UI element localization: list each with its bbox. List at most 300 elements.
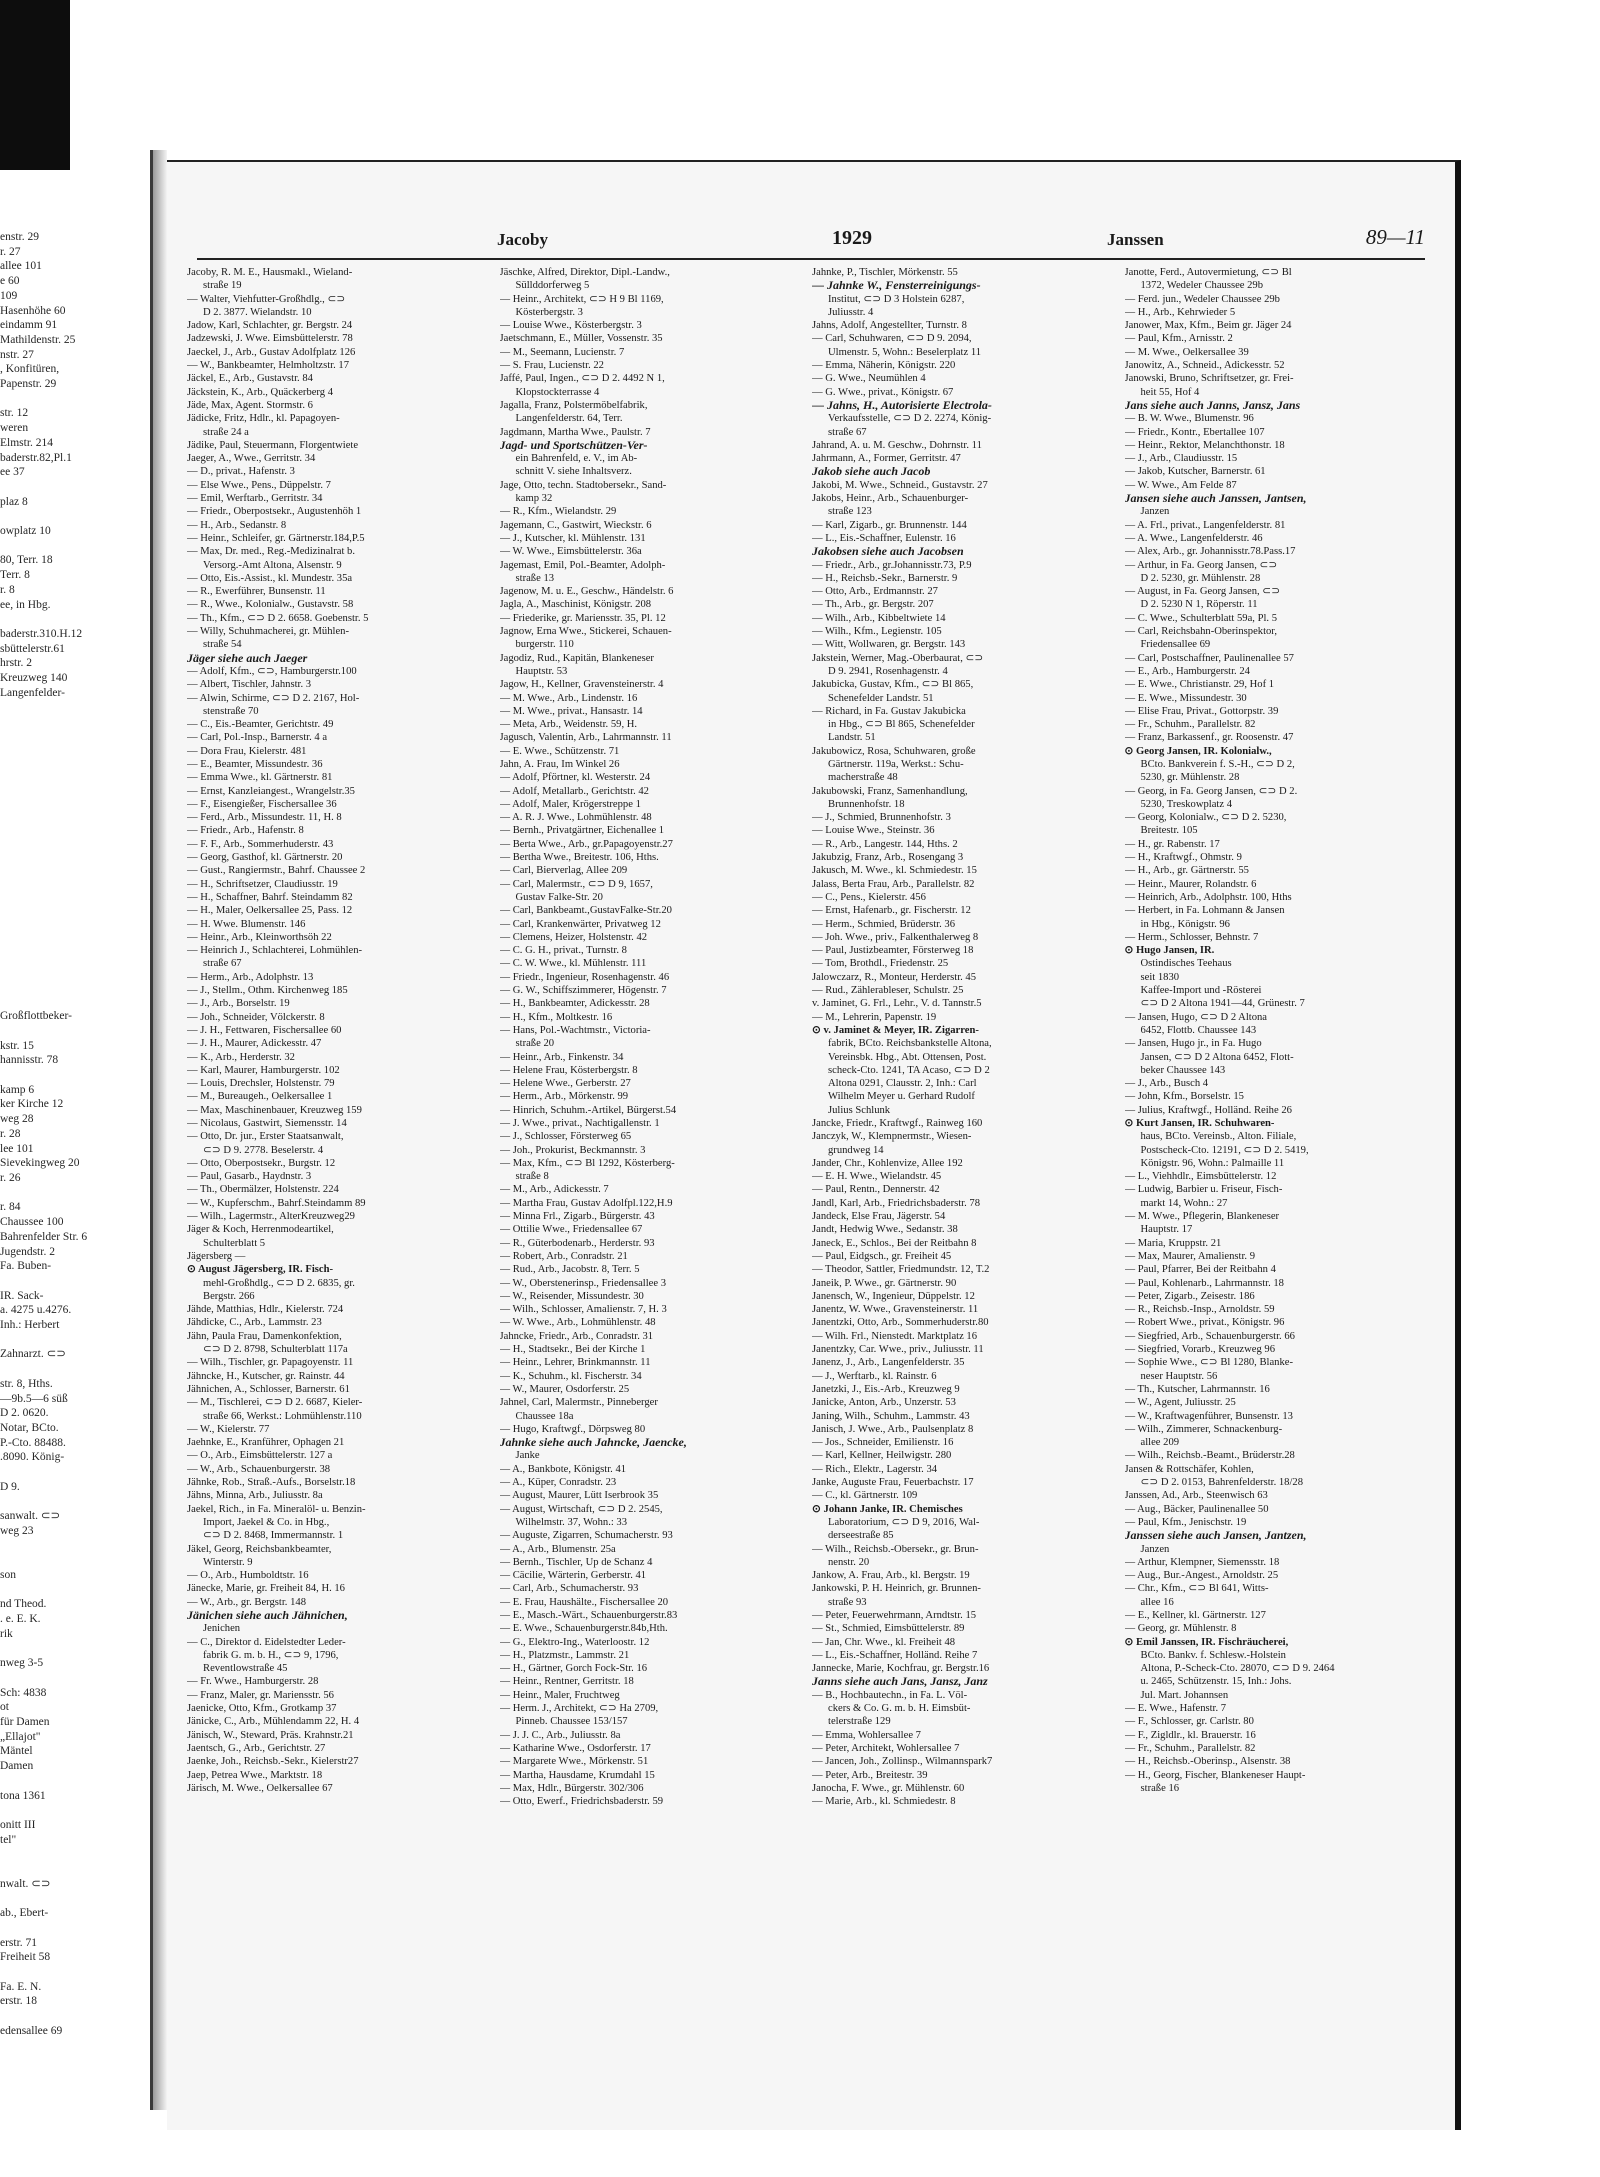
directory-line: — Rud., Zählerableser, Schulstr. 25 bbox=[812, 985, 964, 997]
directory-line: — M., Bureaugeh., Oelkersallee 1 bbox=[187, 1091, 333, 1103]
directory-line: in Hbg., ⊂⊃ Bl 865, Schenefelder bbox=[828, 719, 975, 731]
fragment-line: Sievekingweg 20 bbox=[0, 1157, 80, 1170]
directory-line: Jagemast, Emil, Pol.-Beamter, Adolph- bbox=[499, 559, 666, 571]
directory-line: 5230, gr. Mühlenstr. 28 bbox=[1140, 772, 1240, 784]
directory-line: Jalass, Berta Frau, Arb., Parallelstr. 82 bbox=[812, 878, 975, 890]
directory-line: — Cäcilie, Wärterin, Gerberstr. 41 bbox=[499, 1570, 647, 1582]
fragment-line: 80, Terr. 18 bbox=[0, 554, 53, 567]
directory-line: — R., Wwe., Kolonialw., Gustavstr. 58 bbox=[187, 599, 354, 611]
directory-line: Janowitz, A., Schneid., Adickesstr. 52 bbox=[1124, 360, 1285, 372]
directory-line: — Paul, Pfarrer, Bei der Reitbahn 4 bbox=[1124, 1264, 1276, 1276]
directory-line: seit 1830 bbox=[1140, 971, 1180, 983]
directory-line: Jandt, Hedwig Wwe., Sedanstr. 38 bbox=[812, 1224, 958, 1236]
directory-line: Janeik, P. Wwe., gr. Gärtnerstr. 90 bbox=[812, 1277, 957, 1289]
fragment-line bbox=[0, 1862, 150, 1877]
directory-line: Jankow, A. Frau, Arb., kl. Bergstr. 19 bbox=[812, 1570, 970, 1582]
directory-line: — J. Wwe., privat., Nachtigallenstr. 1 bbox=[499, 1118, 660, 1129]
directory-line: Jadzewski, J. Wwe. Eimsbüttelerstr. 78 bbox=[187, 333, 353, 345]
directory-line: — Louise Wwe., Steinstr. 36 bbox=[812, 825, 935, 837]
fragment-line: hrstr. 2 bbox=[0, 657, 32, 670]
directory-line: — Wilh., Reichsb.-Obersekr., gr. Brun- bbox=[812, 1543, 979, 1555]
directory-line: — M. Wwe., privat., Hansastr. 14 bbox=[499, 705, 643, 717]
directory-line: — Emma Wwe., kl. Gärtnerstr. 81 bbox=[187, 772, 333, 784]
directory-line: — Adolf, Pförtner, kl. Westerstr. 24 bbox=[499, 772, 651, 784]
fragment-line bbox=[0, 848, 150, 863]
directory-line: Jähn, Paula Frau, Damenkonfektion, bbox=[187, 1330, 342, 1342]
directory-line: — Wilh., Zimmerer, Schnackenburg- bbox=[1124, 1423, 1283, 1435]
directory-line: — H., Stadtsekr., Bei der Kirche 1 bbox=[499, 1344, 646, 1356]
fragment-line: Freiheit 58 bbox=[0, 1951, 51, 1964]
directory-line: — Georg, gr. Mühlenstr. 8 bbox=[1124, 1623, 1237, 1635]
directory-line: — Carl, Bankbeamt.,GustavFalke-Str.20 bbox=[499, 905, 672, 917]
directory-line: — Wilh. Frl., Nienstedt. Marktplatz 16 bbox=[812, 1330, 978, 1342]
directory-line: Janns siehe auch Jans, Jansz, Janz bbox=[812, 1675, 988, 1689]
fragment-line: baderstr.310.H.12 bbox=[0, 627, 83, 640]
directory-line: — Heinr., Arb., Finkenstr. 34 bbox=[499, 1051, 624, 1063]
directory-line: mehl-Großhdlg., ⊂⊃ D 2. 6835, gr. bbox=[203, 1277, 355, 1289]
directory-line: Janssen, Ad., Arb., Steenwisch 63 bbox=[1124, 1490, 1268, 1502]
directory-line: — Fr. Wwe., Hamburgerstr. 28 bbox=[187, 1676, 319, 1688]
directory-line: Jancke, Friedr., Kraftwgf., Rainweg 160 bbox=[812, 1118, 983, 1129]
directory-line: Jagodiz, Rud., Kapitän, Blankeneser bbox=[499, 652, 654, 664]
directory-line: Jagla, A., Maschinist, Königstr. 208 bbox=[499, 599, 652, 611]
directory-line: — Herm., Arb., Adolphstr. 13 bbox=[187, 971, 314, 983]
fragment-line: erstr. 71 bbox=[0, 1936, 38, 1949]
directory-line: — Wilh., Lagermstr., AlterKreuzweg29 bbox=[187, 1211, 355, 1223]
fragment-line bbox=[0, 1642, 150, 1657]
fragment-line: Sch: 4838 bbox=[0, 1686, 47, 1699]
fragment-line bbox=[0, 995, 150, 1010]
fragment-line bbox=[0, 1774, 150, 1789]
fragment-line: 109 bbox=[0, 289, 18, 302]
directory-line: — G. Wwe., Neumühlen 4 bbox=[812, 373, 926, 385]
fragment-line bbox=[0, 980, 150, 995]
directory-line: Janenz, J., Arb., Langenfelderstr. 35 bbox=[812, 1357, 965, 1369]
directory-line: — C. G. H., privat., Turnstr. 8 bbox=[499, 945, 627, 957]
directory-line: Jahnke, P., Tischler, Mörkenstr. 55 bbox=[812, 267, 958, 278]
directory-line: Jänecke, Marie, gr. Freiheit 84, H. 16 bbox=[187, 1583, 345, 1595]
directory-line: scheck-Cto. 1241, TA Acaso, ⊂⊃ D 2 bbox=[828, 1064, 990, 1076]
directory-line: Julius Schlunk bbox=[828, 1104, 891, 1116]
directory-line: — Wilh., Schlosser, Amalienstr. 7, H. 3 bbox=[499, 1304, 667, 1316]
column-4 bbox=[1125, 266, 1426, 2110]
directory-line: macherstraße 48 bbox=[828, 772, 898, 784]
directory-line: — W., Agent, Juliusstr. 25 bbox=[1124, 1397, 1236, 1409]
directory-line: Kaffee-Import und -Rösterei bbox=[1140, 985, 1262, 997]
directory-line: — W. Wwe., Arb., Lohmühlenstr. 48 bbox=[499, 1317, 656, 1329]
directory-line: — Emma, Wohlersallee 7 bbox=[812, 1729, 921, 1741]
directory-line: Jagusch, Valentin, Arb., Lahrmannstr. 11 bbox=[499, 732, 672, 744]
fragment-line: son bbox=[0, 1568, 16, 1581]
directory-line: Janeck, E., Schlos., Bei der Reitbahn 8 bbox=[812, 1237, 977, 1249]
directory-line: 6452, Flottb. Chaussee 143 bbox=[1140, 1024, 1257, 1036]
directory-line: — C., Pens., Kielerstr. 456 bbox=[812, 891, 926, 903]
directory-line: — E. Wwe., Schützenstr. 71 bbox=[499, 745, 620, 757]
directory-line: — Jakob, Kutscher, Barnerstr. 61 bbox=[1124, 466, 1266, 478]
directory-line: — Carl, Arb., Schumacherstr. 93 bbox=[499, 1583, 639, 1595]
fragment-line: für Damen bbox=[0, 1716, 50, 1729]
directory-line: Jans siehe auch Janns, Jansz, Jans bbox=[1124, 398, 1301, 412]
directory-line: — Else Wwe., Pens., Düppelstr. 7 bbox=[187, 479, 331, 491]
directory-line: — Friedr., Kontr., Ebertallee 107 bbox=[1124, 426, 1265, 438]
directory-line: — H., Platzmstr., Lammstr. 21 bbox=[499, 1649, 630, 1661]
fragment-line bbox=[0, 818, 150, 833]
directory-line: — C. W. Wwe., kl. Mühlenstr. 111 bbox=[499, 958, 647, 970]
directory-line: Janisch, J. Wwe., Arb., Paulsenplatz 8 bbox=[812, 1423, 974, 1435]
directory-line: — Peter, Arb., Breitestr. 39 bbox=[812, 1769, 928, 1781]
directory-line: — Max, Hdlr., Bürgerstr. 302/306 bbox=[499, 1782, 644, 1794]
directory-line: ⊙ v. Jaminet & Meyer, IR. Zigarren- bbox=[812, 1024, 979, 1036]
directory-line: Jaentsch, G., Arb., Gerichtstr. 27 bbox=[187, 1742, 326, 1754]
directory-line: Jäckel, E., Arb., Gustavstr. 84 bbox=[187, 373, 313, 385]
directory-line: — F., Eisengießer, Fischersallee 36 bbox=[187, 798, 337, 810]
fragment-line bbox=[0, 965, 150, 980]
directory-line: Jakobs, Heinr., Arb., Schauenburger- bbox=[812, 493, 969, 505]
directory-line: — W., Bankbeamter, Helmholtzstr. 17 bbox=[187, 360, 349, 372]
directory-line: Jakobsen siehe auch Jacobsen bbox=[812, 545, 964, 559]
directory-line: Klopstockterrasse 4 bbox=[515, 386, 600, 398]
directory-line: — Friederike, gr. Mariensstr. 35, Pl. 12 bbox=[499, 612, 666, 624]
fragment-line: erstr. 18 bbox=[0, 1995, 38, 2008]
directory-line: — H., Gärtner, Gorch Fock-Str. 16 bbox=[499, 1663, 648, 1675]
column-1 bbox=[187, 266, 488, 2110]
directory-line: — L., Viehhdlr., Eimsbüttelerstr. 12 bbox=[1124, 1171, 1277, 1183]
directory-line: — Wilh., Tischler, gr. Papagoyenstr. 11 bbox=[187, 1357, 354, 1369]
fragment-line: ot bbox=[0, 1701, 9, 1714]
fragment-line: kamp 6 bbox=[0, 1083, 35, 1096]
directory-line: — Willy, Schuhmacherei, gr. Mühlen- bbox=[187, 626, 349, 638]
directory-line: stenstraße 70 bbox=[203, 705, 259, 717]
directory-line: — B. W. Wwe., Blumenstr. 96 bbox=[1124, 413, 1254, 425]
directory-line: — Joh., Prokurist, Beckmannstr. 3 bbox=[499, 1144, 646, 1156]
fragment-line: „Ellajot" bbox=[0, 1730, 41, 1743]
fragment-line bbox=[0, 803, 150, 818]
directory-line: — C., Eis.-Beamter, Gerichtstr. 49 bbox=[187, 719, 334, 731]
fragment-line bbox=[0, 1583, 150, 1598]
fragment-line: IR. Sack- bbox=[0, 1289, 44, 1302]
directory-line: — H., Kraftwgf., Ohmstr. 9 bbox=[1124, 852, 1242, 864]
fragment-line: ab., Ebert- bbox=[0, 1907, 49, 1920]
fragment-line bbox=[0, 1494, 150, 1509]
directory-line: Jakob siehe auch Jacob bbox=[812, 465, 931, 479]
facing-page-fragment bbox=[0, 230, 150, 2150]
directory-line: — Georg, in Fa. Georg Jansen, ⊂⊃ D 2. bbox=[1124, 785, 1298, 797]
directory-line: — E. Wwe., Schauenburgerstr.84b,Hth. bbox=[499, 1623, 668, 1635]
directory-line: — R., Ewerführer, Bunsenstr. 11 bbox=[187, 586, 326, 598]
directory-line: straße 8 bbox=[515, 1171, 549, 1183]
fragment-line bbox=[0, 1186, 150, 1201]
directory-line: allee 16 bbox=[1140, 1596, 1174, 1608]
directory-line: Jadow, Karl, Schlachter, gr. Bergstr. 24 bbox=[187, 320, 353, 332]
fragment-line: edensallee 69 bbox=[0, 2024, 63, 2037]
directory-line: Janing, Wilh., Schuhm., Lammstr. 43 bbox=[812, 1410, 970, 1422]
header-last-entry: Janssen bbox=[1107, 230, 1164, 249]
fragment-line: e 60 bbox=[0, 275, 20, 288]
fragment-line bbox=[0, 1539, 150, 1554]
directory-line: — Louis, Drechsler, Holstenstr. 79 bbox=[187, 1078, 335, 1090]
directory-line: — G. Wwe., privat., Königstr. 67 bbox=[812, 386, 954, 398]
directory-line: — L., Eis.-Schaffner, Eulenstr. 16 bbox=[812, 532, 956, 544]
fragment-line: Großflottbeker- bbox=[0, 1010, 72, 1023]
directory-line: ckers & Co. G. m. b. H. Eimsbüt- bbox=[828, 1703, 971, 1715]
fragment-line: Terr. 8 bbox=[0, 569, 30, 582]
directory-line: Jähns, Minna, Arb., Juliusstr. 8a bbox=[187, 1490, 323, 1502]
directory-line: — Jansen, Hugo jr., in Fa. Hugo bbox=[1124, 1038, 1262, 1050]
fragment-line: r. 27 bbox=[0, 245, 21, 258]
directory-line: Jakobi, M. Wwe., Schneid., Gustavstr. 27 bbox=[812, 479, 988, 491]
directory-line: — H., Schaffner, Bahrf. Steindamm 82 bbox=[187, 891, 353, 903]
directory-line: — J., Arb., Claudiusstr. 15 bbox=[1124, 453, 1238, 465]
directory-line: — H., gr. Rabenstr. 17 bbox=[1124, 838, 1220, 850]
directory-line: — Witt, Wollwaren, gr. Bergstr. 143 bbox=[812, 639, 966, 651]
fragment-line bbox=[0, 1024, 150, 1039]
column-3 bbox=[812, 266, 1113, 2110]
directory-line: — Herm. J., Architekt, ⊂⊃ Ha 2709, bbox=[499, 1703, 659, 1715]
header-year: 1929 bbox=[832, 227, 872, 249]
directory-line: — Heinr., Maler, Fruchtweg bbox=[499, 1689, 620, 1701]
directory-page bbox=[167, 160, 1461, 2130]
directory-line: straße 67 bbox=[828, 426, 867, 438]
directory-line: D 9. 2941, Rosenhagenstr. 4 bbox=[828, 665, 948, 677]
directory-line: — Hinrich, Schuhm.-Artikel, Bürgerst.54 bbox=[499, 1104, 677, 1116]
fragment-line: Fa. Buben- bbox=[0, 1260, 52, 1273]
directory-line: — O., Arb., Humboldtstr. 16 bbox=[187, 1570, 309, 1582]
directory-line: — Arthur, Klempner, Siemensstr. 18 bbox=[1124, 1556, 1280, 1568]
directory-line: — Marie, Arb., kl. Schmiedestr. 8 bbox=[812, 1796, 956, 1808]
directory-line: — Berta Wwe., Arb., gr.Papagoyenstr.27 bbox=[499, 838, 673, 850]
directory-line: Järisch, M. Wwe., Oelkersallee 67 bbox=[187, 1782, 333, 1794]
fragment-line: enstr. 29 bbox=[0, 231, 39, 243]
directory-line: Jaenke, Joh., Reichsb.-Sekr., Kielerstr27 bbox=[187, 1756, 359, 1768]
directory-line: — Siegfried, Vorarb., Kreuzweg 96 bbox=[1124, 1344, 1276, 1356]
fragment-line bbox=[0, 1891, 150, 1906]
directory-line: Jänicke, C., Arb., Mühlendamm 22, H. 4 bbox=[187, 1716, 360, 1728]
fragment-line: owplatz 10 bbox=[0, 525, 51, 538]
directory-line: — W., Reisender, Missundestr. 30 bbox=[499, 1290, 644, 1302]
column-2 bbox=[500, 266, 801, 2110]
directory-line: — Jahns, H., Autorisierte Electrola- bbox=[812, 398, 992, 412]
directory-line: — Carl, Krankenwärter, Privatweg 12 bbox=[499, 918, 661, 930]
fragment-line: Zahnarzt. ⊂⊃ bbox=[0, 1348, 66, 1361]
directory-line: — F. F., Arb., Sommerhuderstr. 43 bbox=[187, 838, 334, 850]
directory-line: — W., Arb., Schauenburgerstr. 38 bbox=[187, 1463, 331, 1475]
directory-line: — J. H., Maurer, Adickesstr. 47 bbox=[187, 1038, 322, 1050]
directory-line: — Paul, Gasarb., Haydnstr. 3 bbox=[187, 1171, 312, 1183]
directory-line: — J., Arb., Busch 4 bbox=[1124, 1078, 1209, 1090]
directory-line: — H., Bankbeamter, Adickesstr. 28 bbox=[499, 998, 650, 1010]
directory-line: — Friedr., Ingenieur, Rosenhagenstr. 46 bbox=[499, 971, 670, 983]
fragment-line: r. 84 bbox=[0, 1201, 21, 1214]
directory-line: — H. Wwe. Blumenstr. 146 bbox=[187, 918, 306, 930]
directory-line: — Heinr., Maurer, Rolandstr. 6 bbox=[1124, 878, 1257, 890]
directory-line: Jaeckel, J., Arb., Gustav Adolfplatz 126 bbox=[187, 346, 356, 358]
directory-line: — Herm., Schlosser, Behnstr. 7 bbox=[1124, 931, 1259, 943]
directory-line: — Carl, Reichsbahn-Oberinspektor, bbox=[1124, 626, 1278, 638]
directory-line: — Paul, Kfm., Jenischstr. 19 bbox=[1124, 1516, 1247, 1528]
fragment-line: onitt III bbox=[0, 1818, 36, 1831]
directory-line: straße 67 bbox=[203, 958, 242, 970]
directory-line: — Julius, Kraftwgf., Holländ. Reihe 26 bbox=[1124, 1104, 1292, 1116]
directory-line: Jaeger, A., Wwe., Gerritstr. 34 bbox=[187, 453, 316, 465]
directory-line: — Karl, Maurer, Hamburgerstr. 102 bbox=[187, 1064, 340, 1076]
directory-line: Jäde, Max, Agent. Stormstr. 6 bbox=[187, 399, 313, 411]
fragment-line: allee 101 bbox=[0, 260, 42, 273]
directory-line: — W., Maurer, Osdorferstr. 25 bbox=[499, 1383, 630, 1395]
directory-line: — E., Masch.-Wärt., Schauenburgerstr.83 bbox=[499, 1609, 678, 1621]
directory-line: — C., kl. Gärtnerstr. 109 bbox=[812, 1490, 918, 1502]
directory-line: Schenefelder Landstr. 51 bbox=[828, 692, 934, 704]
directory-line: straße 19 bbox=[203, 280, 242, 292]
fragment-line bbox=[0, 1847, 150, 1862]
directory-line: Janentz, W. Wwe., Gravensteinerstr. 11 bbox=[812, 1304, 979, 1316]
directory-line: — Tom, Brothdl., Friedenstr. 25 bbox=[812, 958, 949, 970]
fragment-line bbox=[0, 1274, 150, 1289]
directory-line: Janzen bbox=[1140, 1543, 1170, 1555]
directory-line: Jannecke, Marie, Kochfrau, gr. Bergstr.16 bbox=[812, 1663, 990, 1675]
directory-line: — Wilh., Arb., Kibbeltwiete 14 bbox=[812, 612, 946, 624]
directory-line: — E. Wwe., Christianstr. 29, Hof 1 bbox=[1124, 679, 1275, 691]
directory-line: Jahncke, Friedr., Arb., Conradstr. 31 bbox=[499, 1330, 654, 1342]
running-header bbox=[197, 224, 1425, 260]
fragment-line: baderstr.82,Pl.1 bbox=[0, 451, 72, 464]
directory-line: Janetzki, J., Eis.-Arb., Kreuzweg 9 bbox=[812, 1383, 960, 1395]
directory-line: ⊙ Johann Janke, IR. Chemisches bbox=[812, 1503, 963, 1515]
fragment-line bbox=[0, 509, 150, 524]
directory-line: — Ernst, Kanzleiangest., Wrangelstr.35 bbox=[187, 785, 355, 797]
fragment-line bbox=[0, 1921, 150, 1936]
directory-line: — Heinr., Architekt, ⊂⊃ H 9 Bl 1169, bbox=[499, 293, 664, 305]
fragment-line: Papenstr. 29 bbox=[0, 378, 57, 391]
directory-line: Jahrmann, A., Former, Gerritstr. 47 bbox=[812, 453, 961, 465]
directory-line: — E. H. Wwe., Wielandstr. 45 bbox=[812, 1171, 942, 1183]
directory-line: — Emil, Werftarb., Gerritstr. 34 bbox=[187, 493, 323, 505]
directory-line: Reventlowstraße 45 bbox=[203, 1663, 288, 1675]
directory-line: — J. H., Fettwaren, Fischersallee 60 bbox=[187, 1024, 342, 1036]
directory-line: — Maria, Kruppstr. 21 bbox=[1124, 1237, 1222, 1249]
directory-line: — Carl, Schuhwaren, ⊂⊃ D 9. 2094, bbox=[812, 333, 972, 345]
directory-line: — Minna Frl., Zigarb., Bürgerstr. 43 bbox=[499, 1211, 655, 1223]
entry-columns bbox=[187, 266, 1425, 2110]
directory-line: — M. Wwe., Pflegerin, Blankeneser bbox=[1124, 1211, 1280, 1223]
directory-line: Janotte, Ferd., Autovermietung, ⊂⊃ Bl bbox=[1124, 267, 1292, 278]
directory-line: — E., Kellner, kl. Gärtnerstr. 127 bbox=[1124, 1609, 1266, 1621]
directory-line: Jähncke, H., Kutscher, gr. Rainstr. 44 bbox=[187, 1370, 345, 1382]
directory-line: — Herm., Schmied, Brüderstr. 36 bbox=[812, 918, 955, 930]
fragment-line bbox=[0, 1553, 150, 1568]
fragment-line: weg 23 bbox=[0, 1524, 34, 1537]
directory-line: ⊂⊃ D 2. 0153, Bahrenfelderstr. 18/28 bbox=[1140, 1477, 1304, 1489]
directory-line: Breitestr. 105 bbox=[1140, 825, 1198, 837]
directory-line: Hauptstr. 17 bbox=[1140, 1224, 1193, 1236]
directory-line: — Elise Frau, Privat., Gottorpstr. 39 bbox=[1124, 705, 1279, 717]
directory-line: — Franz, Maler, gr. Mariensstr. 56 bbox=[187, 1689, 334, 1701]
directory-line: — Karl, Kellner, Heilwigstr. 280 bbox=[812, 1450, 952, 1462]
directory-line: Jaehnke, E., Kranführer, Ophagen 21 bbox=[187, 1437, 345, 1449]
directory-line: Altona 0291, Clausstr. 2, Inh.: Carl bbox=[828, 1078, 977, 1090]
fragment-line: nweg 3-5 bbox=[0, 1657, 44, 1670]
fragment-line bbox=[0, 745, 150, 760]
directory-line: — E. Wwe., Hafenstr. 7 bbox=[1124, 1703, 1227, 1715]
fragment-line bbox=[0, 715, 150, 730]
directory-line: Jankowski, P. H. Heinrich, gr. Brunnen- bbox=[812, 1583, 981, 1595]
directory-line: — Heinrich J., Schlachterei, Lohmühlen- bbox=[187, 945, 363, 957]
directory-line: — Th., Kutscher, Lahrmannstr. 16 bbox=[1124, 1383, 1270, 1395]
directory-line: allee 209 bbox=[1140, 1437, 1180, 1449]
fragment-line: sbüttelerstr.61 bbox=[0, 642, 65, 655]
directory-line: — Robert, Arb., Conradstr. 21 bbox=[499, 1250, 628, 1262]
fragment-line bbox=[0, 877, 150, 892]
directory-line: — O., Arb., Eimsbüttelerstr. 127 a bbox=[187, 1450, 333, 1462]
directory-line: — Otto, Dr. jur., Erster Staatsanwalt, bbox=[187, 1131, 344, 1143]
directory-line: Jage, Otto, techn. Stadtobersekr., Sand- bbox=[499, 479, 667, 491]
directory-line: — H., Maler, Oelkersallee 25, Pass. 12 bbox=[187, 905, 353, 917]
directory-line: Gärtnerstr. 119a, Werkst.: Schu- bbox=[828, 758, 964, 770]
directory-line: — Adolf, Metallarb., Gerichtstr. 42 bbox=[499, 785, 649, 797]
fragment-line: weren bbox=[0, 422, 29, 435]
directory-line: Jähnke, Rob., Straß.-Aufs., Borselstr.18 bbox=[187, 1477, 356, 1489]
directory-line: Janzen bbox=[1140, 506, 1170, 518]
directory-line: — A. Wwe., Langenfelderstr. 46 bbox=[1124, 532, 1263, 544]
directory-line: — J., Kutscher, kl. Mühlenstr. 131 bbox=[499, 532, 646, 544]
directory-line: Jagenow, M. u. E., Geschw., Händelstr. 6 bbox=[499, 586, 674, 598]
directory-line: — Helene Wwe., Gerberstr. 27 bbox=[499, 1078, 631, 1090]
directory-line: Jahn, A. Frau, Im Winkel 26 bbox=[499, 758, 620, 770]
directory-line: Jäschke, Alfred, Direktor, Dipl.-Landw., bbox=[499, 267, 670, 278]
directory-line: — F., Schlosser, gr. Carlstr. 80 bbox=[1124, 1716, 1254, 1728]
directory-line: — Rich., Elektr., Lagerstr. 34 bbox=[812, 1463, 938, 1475]
directory-line: Janentzky, Car. Wwe., priv., Juliusstr. 11 bbox=[812, 1344, 984, 1356]
directory-line: — J., Arb., Borselstr. 19 bbox=[187, 998, 290, 1010]
fragment-line: ker Kirche 12 bbox=[0, 1098, 64, 1111]
directory-line: — Peter, Architekt, Wohlersallee 7 bbox=[812, 1742, 960, 1754]
directory-line: — A., Arb., Blumenstr. 25a bbox=[499, 1543, 616, 1555]
directory-line: Janicke, Anton, Arb., Unzerstr. 53 bbox=[812, 1397, 956, 1409]
directory-line: Import, Jaekel & Co. in Hbg., bbox=[203, 1516, 330, 1528]
directory-line: Jägersberg — bbox=[187, 1250, 246, 1262]
directory-line: — Paul, Eidgsch., gr. Freiheit 45 bbox=[812, 1250, 952, 1262]
directory-line: — M., Tischlerei, ⊂⊃ D 2. 6687, Kieler- bbox=[187, 1397, 363, 1409]
directory-line: — Jancen, Joh., Zollinsp., Wilmannspark7 bbox=[812, 1756, 993, 1768]
directory-line: — Emma, Näherin, Königstr. 220 bbox=[812, 360, 956, 372]
directory-line: — Albert, Tischler, Jahnstr. 3 bbox=[187, 679, 312, 691]
directory-line: — Th., Arb., gr. Bergstr. 207 bbox=[812, 599, 934, 611]
fragment-line: Mäntel bbox=[0, 1745, 33, 1758]
directory-line: — Herbert, in Fa. Lohmann & Jansen bbox=[1124, 905, 1285, 917]
fragment-line bbox=[0, 950, 150, 965]
directory-line: — Hugo, Kraftwgf., Dörpsweg 80 bbox=[499, 1423, 646, 1435]
directory-line: — Bernh., Tischler, Up de Schanz 4 bbox=[499, 1556, 653, 1568]
fragment-line: nd Theod. bbox=[0, 1598, 47, 1611]
directory-line: — Adolf, Kfm., ⊂⊃, Hamburgerstr.100 bbox=[187, 665, 357, 677]
directory-line: burgerstr. 110 bbox=[515, 639, 574, 651]
directory-line: Königstr. 96, Wohn.: Palmaille 11 bbox=[1140, 1157, 1285, 1169]
directory-line: Jäkel, Georg, Reichsbankbeamter, bbox=[187, 1543, 332, 1555]
directory-line: ⊙ Kurt Jansen, IR. Schuhwaren- bbox=[1124, 1118, 1275, 1129]
directory-line: Bergstr. 266 bbox=[203, 1290, 255, 1302]
directory-line: — W. Wwe., Am Felde 87 bbox=[1124, 479, 1237, 491]
directory-line: — W., Kraftwagenführer, Bunsenstr. 13 bbox=[1124, 1410, 1293, 1422]
fragment-line bbox=[0, 906, 150, 921]
directory-line: — Ferd., Arb., Missundestr. 11, H. 8 bbox=[187, 812, 342, 824]
directory-line: — B., Hochbautechn., in Fa. L. Völ- bbox=[812, 1689, 968, 1701]
directory-line: in Hbg., Königstr. 96 bbox=[1140, 918, 1230, 930]
directory-line: Schulterblatt 5 bbox=[203, 1237, 266, 1249]
directory-line: — J., Schlosser, Försterweg 65 bbox=[499, 1131, 632, 1143]
directory-line: — Arthur, in Fa. Georg Jansen, ⊂⊃ bbox=[1124, 559, 1278, 571]
directory-line: — Max, Maschinenbauer, Kreuzweg 159 bbox=[187, 1104, 362, 1116]
directory-line: — W., Oberstenerinsp., Friedensallee 3 bbox=[499, 1277, 667, 1289]
directory-line: Jaetschmann, E., Müller, Vossenstr. 35 bbox=[499, 333, 663, 345]
